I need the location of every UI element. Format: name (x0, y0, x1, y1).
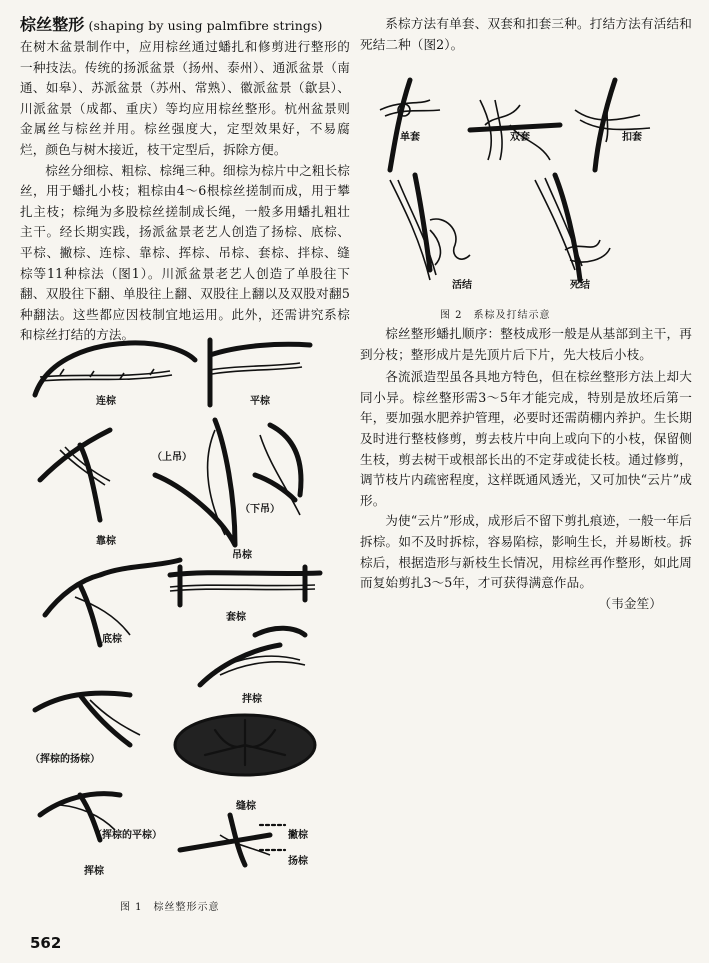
label-lian-zong: 连棕 (96, 396, 116, 407)
label-hui-yang-zong: （挥棕的扬棕） (30, 754, 100, 765)
figure-2-drawing (370, 70, 690, 300)
right-column-top (360, 14, 692, 55)
label-pie-zong: 撇棕 (288, 830, 308, 841)
figure-1-drawing (20, 335, 340, 890)
left-paragraph-2: 棕丝分细棕、粗棕、棕绳三种。细棕为棕片中之粗长棕丝，用于蟠扎小枝；粗棕由4～6根棕丝搓制而成，用于攀扎主枝；棕绳为多股棕丝搓制成长绳，一般多用蟠扎粗壮主干。经长期实践，扬派盆景老艺人创造了扬棕、底棕、平棕、撇棕、连棕、靠棕、挥棕、吊棕、套棕、拌棕、缝棕等11种棕法（图1）。川派盆景老艺人创造了单股往下翻、双股往下翻、单股往上翻、双股往上翻以及双股对翻5种翻法。这些都应因枝制宜地运用。此外，还需讲究系棕和棕丝打结的方法。 (20, 162, 350, 343)
label-ping-zong: 平棕 (250, 396, 270, 407)
right-paragraph-1: 系棕方法有单套、双套和扣套三种。打结方法有活结和死结二种（图2）。 (360, 16, 692, 52)
label-diao-zong: 吊棕 (232, 550, 252, 561)
right-paragraph-2: 棕丝整形蟠扎顺序：整枝成形一般是从基部到主干，再到分枝；整形成片是先顶片后下片，先大枝后小枝。 (360, 326, 692, 362)
label-yang-zong: 扬棕 (288, 856, 308, 867)
label-hui-zong: 挥棕 (84, 866, 104, 877)
label-dan-tao: 单套 (400, 132, 420, 143)
article-subtitle: (shaping by using palmfibre strings) (88, 18, 323, 33)
page-number: 562 (30, 934, 62, 952)
label-xia-diao: （下吊） (240, 504, 280, 515)
label-shang-diao: （上吊） (152, 452, 192, 463)
label-kao-zong: 靠棕 (96, 536, 116, 547)
figure-1-caption: 图 1 棕丝整形示意 (120, 902, 220, 913)
left-column (20, 14, 350, 346)
label-di-zong: 底棕 (102, 634, 122, 645)
label-tao-zong: 套棕 (226, 612, 246, 623)
article-heading (20, 14, 350, 37)
left-paragraph-1: 在树木盆景制作中，应用棕丝通过蟠扎和修剪进行整形的一种技法。传统的扬派盆景（扬州、泰州）、通派盆景（南通、如皋）、苏派盆景（苏州、常熟）、徽派盆景（歙县）、川派盆景（成都、重庆）等均应用棕丝整形。杭州盆景则金属丝与棕丝并用。棕丝强度大，定型效果好，不易腐烂，颜色与树木接近，枝干定型后，拆除方便。 (20, 39, 350, 157)
right-column-bottom (360, 324, 692, 614)
label-feng-zong: 缝棕 (236, 801, 256, 812)
label-huo-jie: 活结 (452, 280, 472, 291)
label-shuang-tao: 双套 (510, 132, 530, 143)
label-kou-tao: 扣套 (622, 132, 642, 143)
label-si-jie: 死结 (570, 280, 590, 291)
label-ban-zong: 拌棕 (242, 694, 262, 705)
author: （韦金笙） (598, 595, 662, 611)
article-title: 棕丝整形 (20, 15, 85, 34)
right-paragraph-4: 为使“云片”形成，成形后不留下剪扎痕迹，一般一年后拆棕。如不及时拆棕，容易陷棕，影响生长，并易断枝。拆棕后，根据造形与新枝生长情况，用棕丝再作整形，如此周而复始剪扎3～5年，才可获得满意作品。 (360, 513, 692, 591)
figure-2-caption: 图 2 系棕及打结示意 (440, 310, 551, 321)
right-paragraph-3: 各流派造型虽各具地方特色，但在棕丝整形方法上却大同小异。棕丝整形需3～5年才能完成，特别是放坯后第一年，要加强水肥养护管理，必要时还需荫棚内养护。生长期及时进行整枝修剪，剪去枝片中向上或向下的小枝，保留侧生枝，剪去树干或根部长出的不定芽或徒长枝。通过修剪，调节枝片内疏密程度，这样既通风透光，又可加快“云片”成形。 (360, 369, 692, 508)
label-hui-ping-zong: （挥棕的平棕） (92, 830, 162, 841)
